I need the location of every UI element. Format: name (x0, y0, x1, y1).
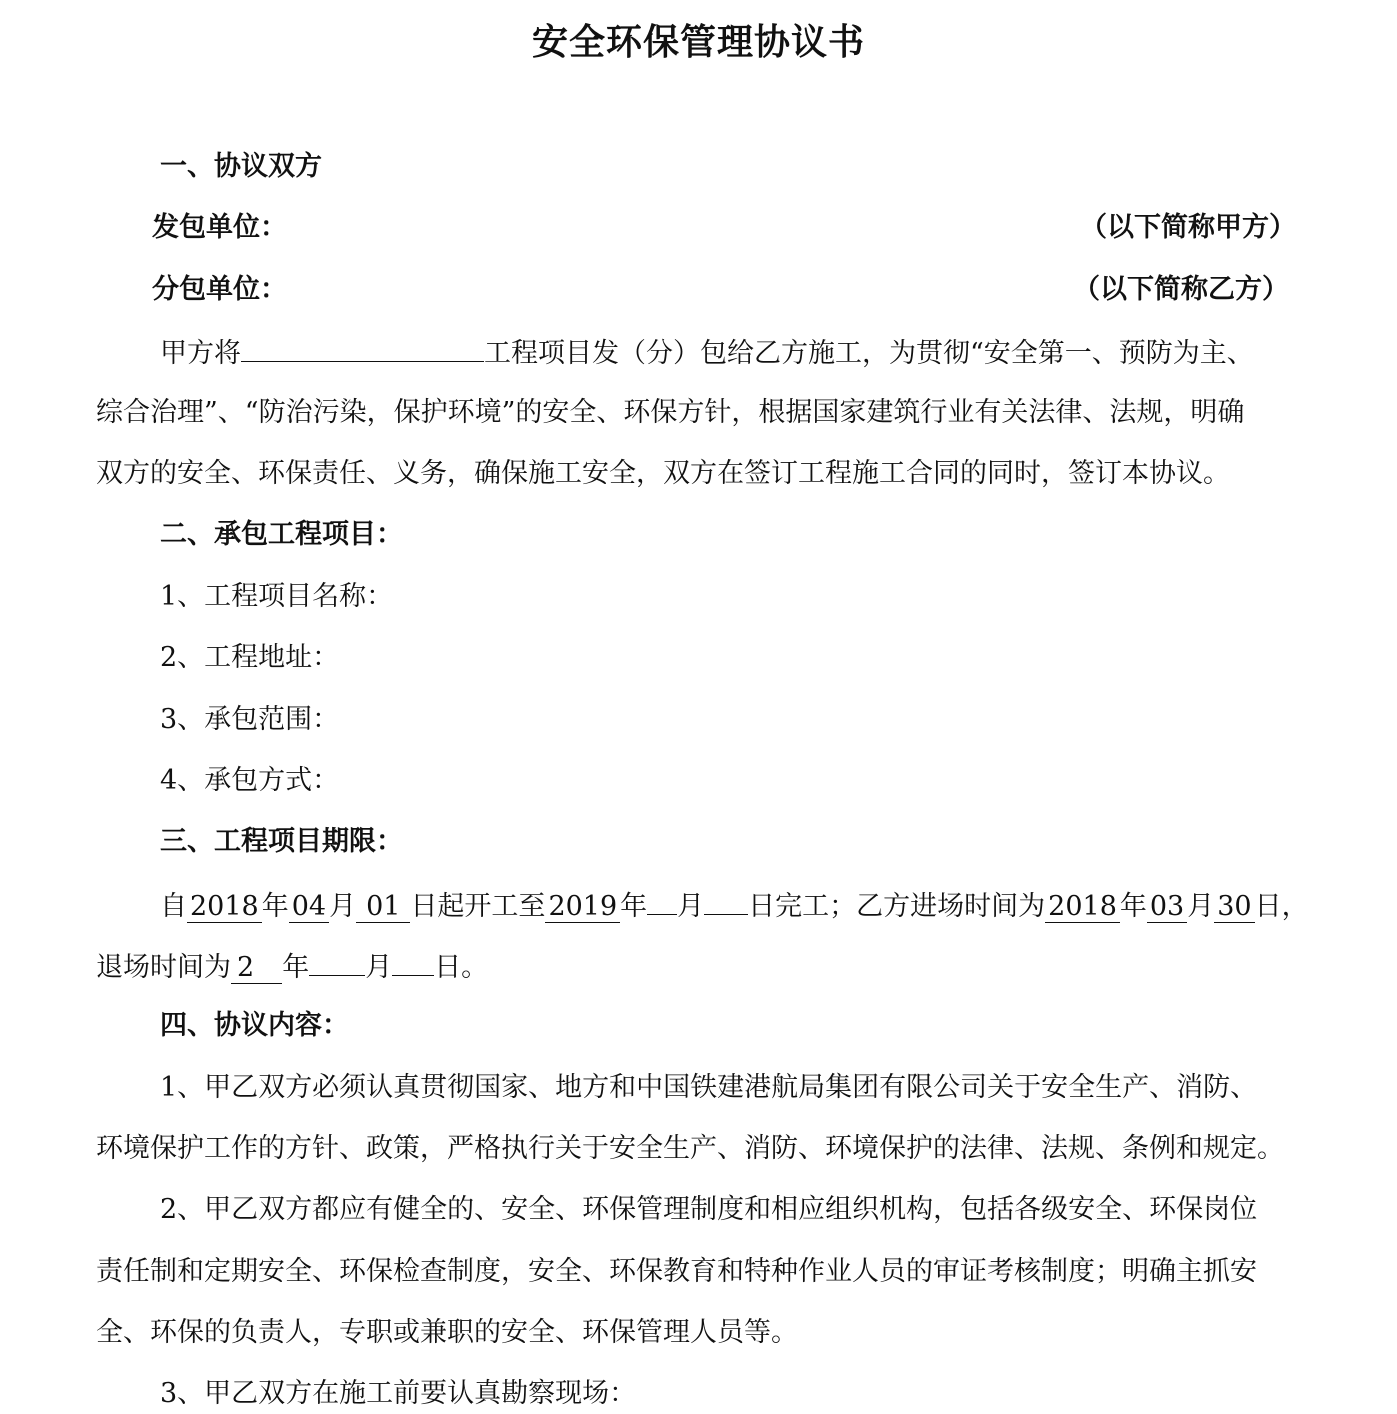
section4-heading: 四、协议内容： (160, 1010, 349, 1041)
text-year2: 年 (620, 891, 648, 922)
text-day3: 日， (1254, 891, 1309, 922)
end-day-blank (704, 884, 748, 915)
text-year3: 年 (1119, 891, 1147, 922)
start-year: 2018 (187, 891, 262, 923)
clause2-line3: 全、环保的负责人，专职或兼职的安全、环保管理人员等。 (96, 1317, 798, 1348)
period-line1 (160, 884, 1309, 927)
text-completion: 日完工；乙方进场时间为 (748, 891, 1046, 922)
text-exit-time: 退场时间为 (96, 952, 231, 983)
para-start-text: 甲方将 (160, 338, 241, 369)
item-contract-scope: 3、承包范围： (160, 704, 340, 735)
entry-day: 30 (1214, 891, 1254, 923)
start-day: 01 (356, 891, 410, 923)
end-year: 2019 (545, 891, 620, 923)
start-month: 04 (289, 891, 329, 923)
clause1-line2: 环境保护工作的方针、政策，严格执行关于安全生产、消防、环境保护的法律、法规、条例和规定。 (96, 1133, 1284, 1164)
text-from: 自 (160, 891, 187, 922)
text-month3: 月 (1187, 891, 1215, 922)
paragraph-intro-line3: 双方的安全、环保责任、义务，确保施工安全，双方在签订工程施工合同的同时，签订本协议。 (96, 458, 1230, 489)
para-line1-rest: 工程项目发（分）包给乙方施工，为贯彻“安全第一、预防为主、 (484, 338, 1254, 369)
clause3-line1: 3、甲乙双方在施工前要认真勘察现场： (160, 1378, 637, 1409)
exit-year: 2 (231, 952, 282, 984)
entry-year: 2018 (1045, 891, 1120, 923)
clause1-line1: 1、甲乙双方必须认真贯彻国家、地方和中国铁建港航局集团有限公司关于安全生产、消防、 (160, 1072, 1258, 1103)
text-month2: 月 (677, 891, 705, 922)
text-month: 月 (329, 891, 357, 922)
item-project-address: 2、工程地址： (160, 642, 340, 673)
item-project-name: 1、工程项目名称： (160, 581, 394, 612)
document-title: 安全环保管理协议书 (531, 21, 865, 63)
text-day4: 日。 (434, 952, 489, 983)
end-month-blank (647, 884, 677, 915)
section1-heading: 一、协议双方 (160, 151, 322, 182)
exit-day-blank (392, 945, 434, 976)
item-contract-method: 4、承包方式： (160, 765, 340, 796)
subcontractor-note: （以下简称乙方） (1073, 274, 1289, 305)
clause2-line1: 2、甲乙双方都应有健全的、安全、环保管理制度和相应组织机构，包括各级安全、环保岗位 (160, 1194, 1258, 1225)
entry-month: 03 (1147, 891, 1187, 923)
clause2-line2: 责任制和定期安全、环保检查制度，安全、环保教育和特种作业人员的审证考核制度；明确主抓安 (96, 1256, 1257, 1287)
exit-month-blank (309, 945, 365, 976)
subcontractor-label: 分包单位： (152, 274, 287, 305)
period-line2 (96, 945, 488, 988)
project-name-blank (241, 331, 484, 362)
section2-heading: 二、承包工程项目： (160, 519, 403, 550)
section3-heading: 三、工程项目期限： (160, 826, 403, 857)
issuer-label: 发包单位： (152, 212, 287, 243)
issuer-note: （以下简称甲方） (1080, 212, 1296, 243)
text-year: 年 (261, 891, 289, 922)
text-start-work: 日起开工至 (410, 891, 546, 922)
paragraph-intro-line2: 综合治理”、“防治污染，保护环境”的安全、环保方针，根据国家建筑行业有关法律、法规，明确 (96, 397, 1245, 428)
text-month4: 月 (365, 952, 393, 983)
text-year4: 年 (282, 952, 310, 983)
paragraph-intro-line1 (160, 331, 1254, 374)
